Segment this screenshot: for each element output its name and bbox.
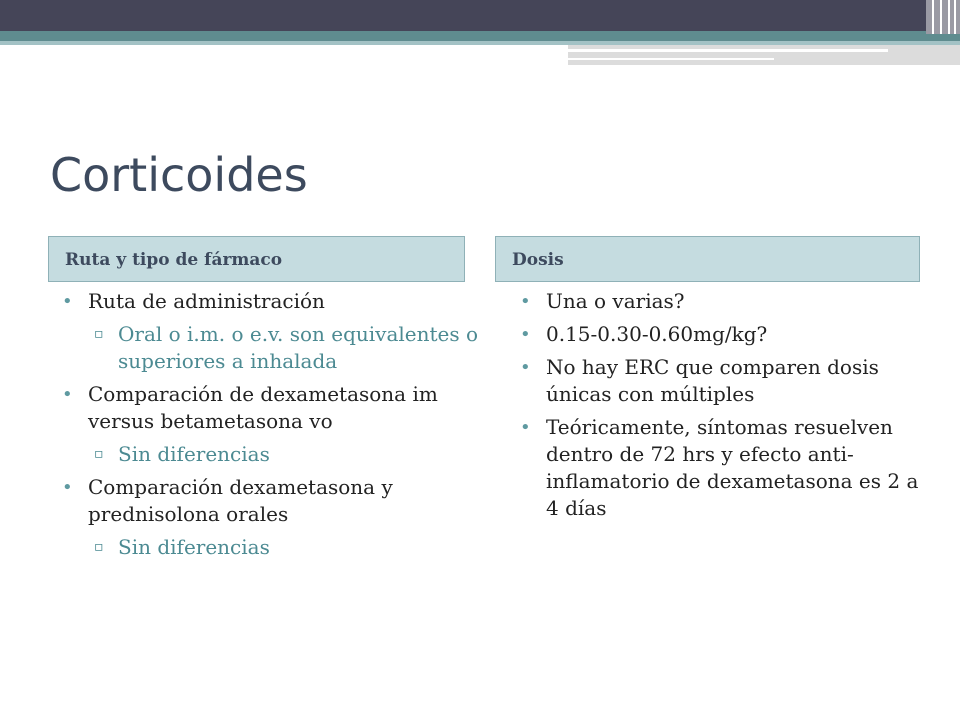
bullet-item: • Una o varias?: [518, 288, 920, 315]
top-banner-dark: [0, 0, 960, 31]
left-bullet-list: [60, 288, 480, 561]
right-bullet-list: [518, 288, 920, 522]
column-header-left: Ruta y tipo de fármaco: [48, 236, 465, 282]
corner-decoration: [926, 0, 960, 34]
top-banner-teal: [0, 31, 960, 41]
slide-title: Corticoides: [50, 148, 308, 202]
banner-white-line-2: [568, 58, 774, 60]
left-column: [60, 288, 480, 567]
bullet-item: • Teóricamente, síntomas resuelven dentro de 72 hrs y efecto anti-inflamatorio de dexametasona es 2 a 4 días: [518, 414, 920, 522]
column-header-right: Dosis: [495, 236, 920, 282]
right-column: [518, 288, 920, 528]
top-banner-grey-strip: [568, 45, 960, 65]
bullet-item: • Ruta de administración: [60, 288, 480, 315]
bullet-item: • No hay ERC que comparen dosis únicas con múltiples: [518, 354, 920, 408]
bullet-item: • Comparación dexametasona y prednisolona orales: [60, 474, 480, 528]
bullet-item: • 0.15-0.30-0.60mg/kg?: [518, 321, 920, 348]
sub-bullet-item: ▫ Oral o i.m. o e.v. son equivalentes o superiores a inhalada: [60, 321, 480, 375]
bullet-item: • Comparación de dexametasona im versus betametasona vo: [60, 381, 480, 435]
banner-white-line: [568, 49, 888, 52]
sub-bullet-item: ▫ Sin diferencias: [60, 441, 480, 468]
sub-bullet-item: ▫ Sin diferencias: [60, 534, 480, 561]
